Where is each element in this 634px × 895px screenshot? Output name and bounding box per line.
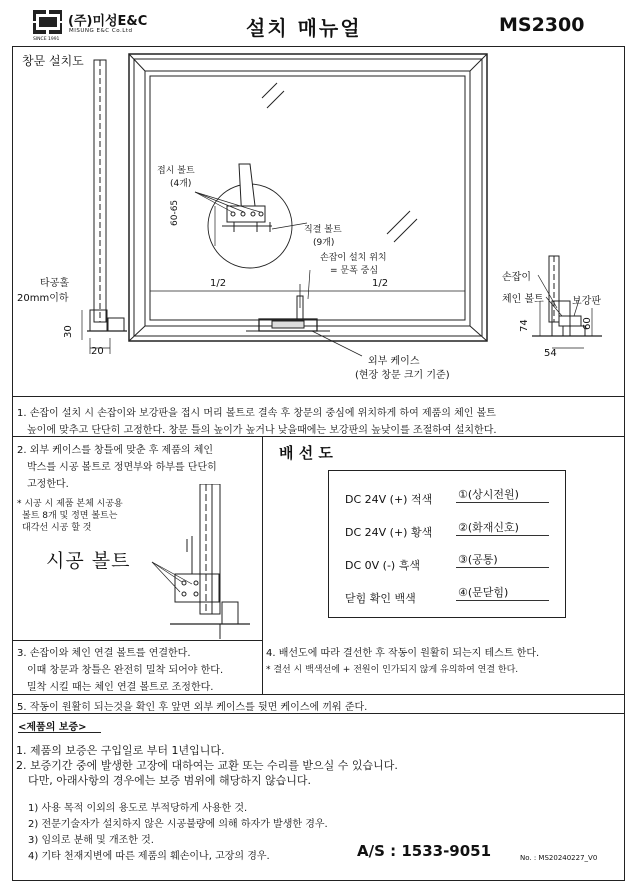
warranty-p2: 2. 보증기간 중에 발생한 고장에 대하여는 교환 또는 수리를 받으실 수 있습니다. (16, 759, 398, 772)
label-dim-30: 30 (63, 325, 74, 338)
wiring-title: 배 선 도 (279, 444, 333, 462)
divider-vertical (262, 436, 263, 694)
step1-line2: 높이에 맞추고 단단히 고정한다. 창문 틀의 높이가 높거나 낮을때에는 보강판의 높낮이를 조절하여 설치한다. (27, 425, 497, 436)
label-tapping-hole: 타공홀 (40, 278, 69, 289)
warranty-item-2: 2) 전문기술자가 설치하지 않은 시공불량에 의해 하자가 발생한 경우. (28, 819, 328, 830)
wiring-row-2-left: DC 24V (+) 황색 (345, 526, 433, 539)
since-text: SINCE 1991 (33, 37, 60, 42)
label-handle-position-note: = 문폭 중심 (330, 266, 379, 276)
step2-line1: 2. 외부 케이스를 창틀에 맞춘 후 제품의 체인 (17, 445, 214, 456)
label-handle-position: 손잡이 설치 위치 (320, 253, 387, 263)
label-dim-54: 54 (544, 348, 557, 359)
step3-line1: 3. 손잡이와 체인 연결 볼트를 연결한다. (17, 648, 191, 659)
step5-line1: 5. 작동이 원활히 되는것을 확인 후 앞면 외부 케이스를 뒷면 케이스에 끼워 준다. (17, 702, 368, 713)
warranty-item-1: 1) 사용 목적 이외의 용도로 부적당하게 사용한 것. (28, 803, 248, 814)
logo (32, 8, 182, 40)
label-half-right: 1/2 (372, 278, 389, 289)
page-title: 설치 매뉴얼 (246, 16, 362, 40)
diagram-title: 창문 설치도 (22, 54, 84, 68)
warranty-p3: 다만, 아래사항의 경우에는 보증 범위에 해당하지 않습니다. (28, 774, 311, 787)
logo-korean: (주)미성E&C (68, 14, 148, 29)
label-bolt-top: 접시 볼트 (157, 166, 195, 176)
step2-note2: 볼트 8개 및 정면 볼트는 (22, 511, 118, 521)
divider-step5-top (12, 694, 625, 695)
window-install-diagram (12, 46, 625, 396)
wiring-row-3-left: DC 0V (-) 흑색 (345, 559, 420, 572)
step1-line1: 1. 손잡이 설치 시 손잡이와 보강판을 접시 머리 볼트로 결속 후 창문의 중심에 위치하게 하여 제품의 체인 볼트 (17, 408, 496, 419)
label-bolt-straight-count: (9개) (313, 238, 335, 248)
label-bolt-top-count: (4개) (170, 179, 192, 189)
construction-bolt-label: 시공 볼트 (46, 550, 131, 572)
warranty-title: <제품의 보증> (18, 722, 87, 733)
step3-line3: 밀착 시킬 때는 체인 연결 볼트로 조정한다. (27, 682, 214, 693)
divider-step1-top (12, 396, 625, 397)
warranty-p1: 1. 제품의 보증은 구입일로 부터 1년입니다. (16, 744, 225, 757)
model-number: MS2300 (499, 14, 585, 36)
chain-box-detail-diagram (140, 484, 260, 644)
label-outer-case: 외부 케이스 (368, 356, 420, 367)
document-number: No. : MS20240227_V0 (520, 854, 598, 862)
label-tapping-size: 20mm이하 (17, 293, 69, 304)
step2-line2: 박스를 시공 볼트로 정면부와 하부를 단단히 (27, 462, 217, 473)
divider-step3-top (12, 640, 262, 641)
wiring-line-4 (456, 584, 549, 601)
wiring-row-4-left: 닫힘 확인 백색 (345, 592, 416, 605)
wiring-row-3-right: ③(공통) (458, 553, 498, 566)
label-bolt-straight: 직결 볼트 (304, 225, 342, 235)
wiring-row-1-left: DC 24V (+) 적색 (345, 493, 433, 506)
label-height-range: 60-65 (170, 199, 180, 226)
label-outer-case-note: (현장 창문 크기 기준) (355, 370, 450, 381)
step2-line3: 고정한다. (27, 479, 69, 490)
warranty-item-4: 4) 기타 천재지변에 따른 제품의 훼손이나, 고장의 경우. (28, 851, 270, 862)
step4-line1: 4. 배선도에 따라 결선한 후 작동이 원활히 되는지 테스트 한다. (266, 648, 540, 659)
divider-step2-top (12, 436, 625, 437)
wiring-line-1 (456, 486, 549, 503)
logo-english: MISUNG E&C Co.Ltd (69, 28, 133, 34)
warranty-item-3: 3) 임의로 분해 및 개조한 것. (28, 835, 154, 846)
step2-note3: 대각선 시공 할 것 (22, 523, 92, 533)
divider-warranty-top (12, 713, 625, 714)
warranty-title-underline (18, 732, 101, 733)
label-chain-bolt: 체인 볼트 (502, 294, 544, 305)
wiring-row-4-right: ④(문닫힘) (458, 586, 509, 599)
label-handle: 손잡이 (502, 272, 531, 283)
wiring-line-3 (456, 551, 549, 568)
wiring-line-2 (456, 519, 549, 536)
label-dim-60: 60 (582, 317, 593, 330)
label-dim-20: 20 (91, 346, 104, 357)
label-half-left: 1/2 (210, 278, 227, 289)
as-phone: A/S : 1533-9051 (357, 842, 492, 860)
step4-line2: * 결선 시 백색선에 + 전원이 인가되지 않게 유의하여 연결 한다. (266, 665, 519, 675)
label-dim-74: 74 (519, 319, 530, 332)
wiring-row-1-right: ①(상시전원) (458, 488, 519, 501)
label-reinforce-plate: 보강판 (572, 296, 601, 307)
wiring-row-2-right: ②(화재신호) (458, 521, 519, 534)
step2-note1: * 시공 시 제품 본체 시공용 (17, 499, 123, 509)
step3-line2: 이때 창문과 창틀은 완전히 밀착 되어야 한다. (27, 665, 224, 676)
logo-mark-icon (32, 8, 64, 36)
